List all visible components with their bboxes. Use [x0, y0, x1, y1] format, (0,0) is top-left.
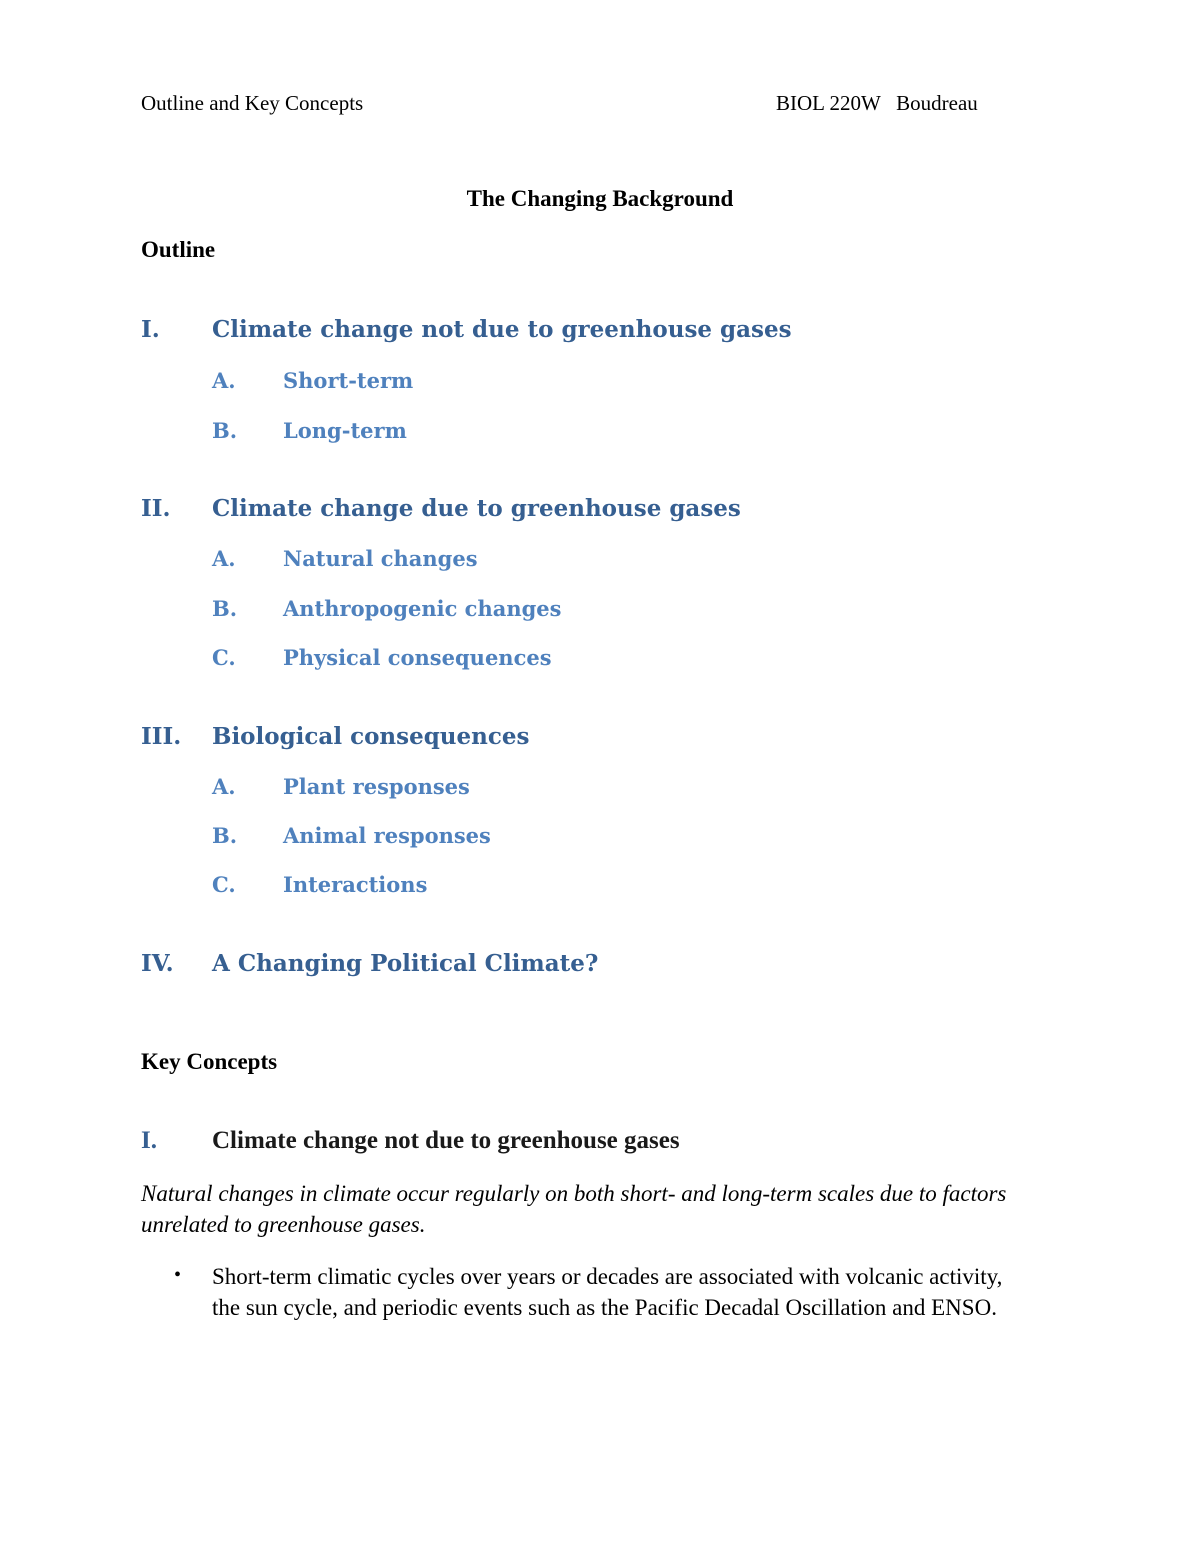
- outline-numeral-3: III.: [141, 723, 182, 750]
- outline-heading-3: Biological consequences: [212, 723, 530, 750]
- outline-heading-2: Climate change due to greenhouse gases: [212, 495, 741, 522]
- key-concepts-summary: Natural changes in climate occur regularly on both short- and long-term scales due to factors unrelated to greenhouse gases.: [141, 1181, 1007, 1237]
- outline-item-text: Anthropogenic changes: [283, 596, 562, 621]
- outline-numeral-2: II.: [141, 495, 171, 522]
- outline-item-letter: A.: [212, 546, 236, 571]
- outline-item-letter: A.: [212, 774, 236, 799]
- header-left: Outline and Key Concepts: [141, 91, 364, 115]
- key-concepts-bullet: Short-term climatic cycles over years or decades are associated with volcanic activity, the sun cycle, and periodic events such as the Pacific Decadal Oscillation and ENSO.: [212, 1264, 1003, 1320]
- outline-item-text: Animal responses: [283, 823, 491, 848]
- outline-label: Outline: [141, 237, 216, 262]
- outline-item-letter: C.: [212, 645, 236, 670]
- document-title: The Changing Background: [466, 186, 734, 211]
- outline-item-letter: C.: [212, 872, 236, 897]
- outline-item-text: Short-term: [283, 368, 414, 393]
- header-right: BIOL 220W Boudreau: [776, 91, 978, 115]
- outline-numeral-1: I.: [141, 316, 160, 343]
- outline-item-letter: A.: [212, 368, 236, 393]
- key-concepts-numeral-1: I.: [141, 1127, 157, 1154]
- outline-item-letter: B.: [212, 418, 238, 443]
- bullet-icon: •: [174, 1264, 182, 1286]
- outline-item-letter: B.: [212, 823, 238, 848]
- outline-heading-1: Climate change not due to greenhouse gases: [212, 316, 792, 343]
- outline-item-letter: B.: [212, 596, 238, 621]
- outline-item-text: Physical consequences: [283, 645, 552, 670]
- outline-item-text: Plant responses: [283, 774, 470, 799]
- key-concepts-label: Key Concepts: [141, 1049, 278, 1074]
- outline-heading-4: A Changing Political Climate?: [212, 950, 599, 977]
- outline-numeral-4: IV.: [141, 950, 174, 977]
- outline-item-text: Long-term: [283, 418, 407, 443]
- outline-item-text: Natural changes: [283, 546, 478, 571]
- key-concepts-heading-1: Climate change not due to greenhouse gases: [212, 1127, 680, 1154]
- outline-item-text: Interactions: [283, 872, 428, 897]
